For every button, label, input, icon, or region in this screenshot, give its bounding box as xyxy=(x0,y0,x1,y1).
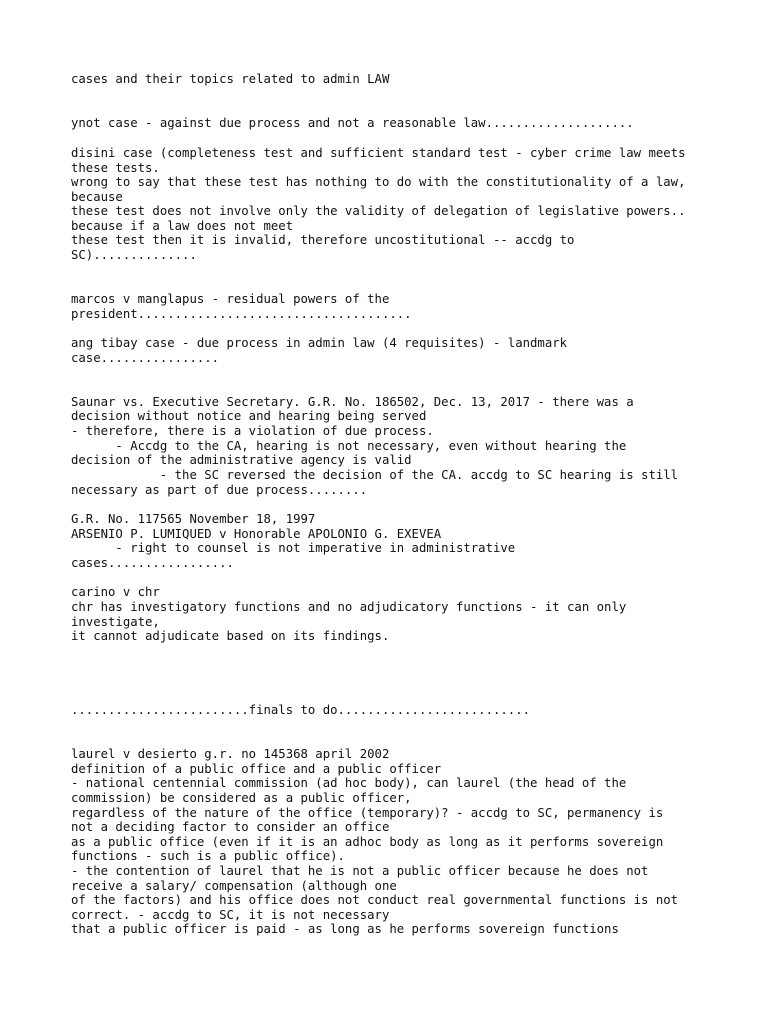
text-line: ang tibay case - due process in admin law (4 requisites) - landmark xyxy=(71,336,568,350)
text-line: not a deciding factor to consider an office xyxy=(71,820,390,834)
text-line: decision without notice and hearing being served xyxy=(71,409,427,423)
text-line: ARSENIO P. LUMIQUED v Honorable APOLONIO G. EXEVEA xyxy=(71,527,442,541)
text-line: because if a law does not meet xyxy=(71,219,294,233)
text-line: receive a salary/ compensation (although one xyxy=(71,879,397,893)
text-line: it cannot adjudicate based on its findings. xyxy=(71,629,390,643)
text-line: wrong to say that these test has nothing to do with the constitutionality of a law, xyxy=(71,175,686,189)
text-line: - Accdg to the CA, hearing is not necessary, even without hearing the xyxy=(71,439,627,453)
text-line: commission) be considered as a public officer, xyxy=(71,791,412,805)
text-line: decision of the administrative agency is valid xyxy=(71,453,412,467)
text-line: Saunar vs. Executive Secretary. G.R. No. 186502, Dec. 13, 2017 - there was a xyxy=(71,395,634,409)
text-line: ynot case - against due process and not a reasonable law.................... xyxy=(71,116,634,130)
text-line: marcos v manglapus - residual powers of the xyxy=(71,292,390,306)
text-line: as a public office (even if it is an adhoc body as long as it performs sovereign xyxy=(71,835,664,849)
text-line: that a public officer is paid - as long as he performs sovereign functions xyxy=(71,922,619,936)
text-line: these test then it is invalid, therefore uncostitutional -- accdg to xyxy=(71,233,575,247)
text-line: - the contention of laurel that he is not a public officer because he does not xyxy=(71,864,649,878)
text-line: chr has investigatory functions and no adjudicatory functions - it can only xyxy=(71,600,627,614)
text-line: regardless of the nature of the office (temporary)? - accdg to SC, permanency is xyxy=(71,806,664,820)
text-line: functions - such is a public office). xyxy=(71,849,345,863)
text-line: correct. - accdg to SC, it is not necessary xyxy=(71,908,390,922)
text-line: laurel v desierto g.r. no 145368 april 2002 xyxy=(71,747,390,761)
text-line: because xyxy=(71,190,123,204)
text-line: G.R. No. 117565 November 18, 1997 xyxy=(71,512,316,526)
text-line: - right to counsel is not imperative in administrative xyxy=(71,541,516,555)
text-line: - therefore, there is a violation of due process. xyxy=(71,424,434,438)
text-line: cases................. xyxy=(71,556,234,570)
text-line: investigate, xyxy=(71,615,160,629)
doc-title: cases and their topics related to admin LAW xyxy=(71,72,390,86)
text-line: - the SC reversed the decision of the CA. accdg to SC hearing is still xyxy=(71,468,679,482)
section-divider: ........................finals to do.......................... xyxy=(71,703,531,717)
text-line: disini case (completeness test and sufficient standard test - cyber crime law meets xyxy=(71,146,686,160)
text-line: definition of a public office and a public officer xyxy=(71,762,442,776)
text-line: SC).............. xyxy=(71,248,197,262)
text-line: carino v chr xyxy=(71,585,160,599)
text-line: these test does not involve only the validity of delegation of legislative powers.. xyxy=(71,204,686,218)
text-line: case................ xyxy=(71,351,220,365)
text-line: these tests. xyxy=(71,161,160,175)
text-line: necessary as part of due process........ xyxy=(71,483,368,497)
text-line: president..................................... xyxy=(71,307,412,321)
text-line: of the factors) and his office does not conduct real governmental functions is not xyxy=(71,893,679,907)
text-line: - national centennial commission (ad hoc body), can laurel (the head of the xyxy=(71,776,627,790)
